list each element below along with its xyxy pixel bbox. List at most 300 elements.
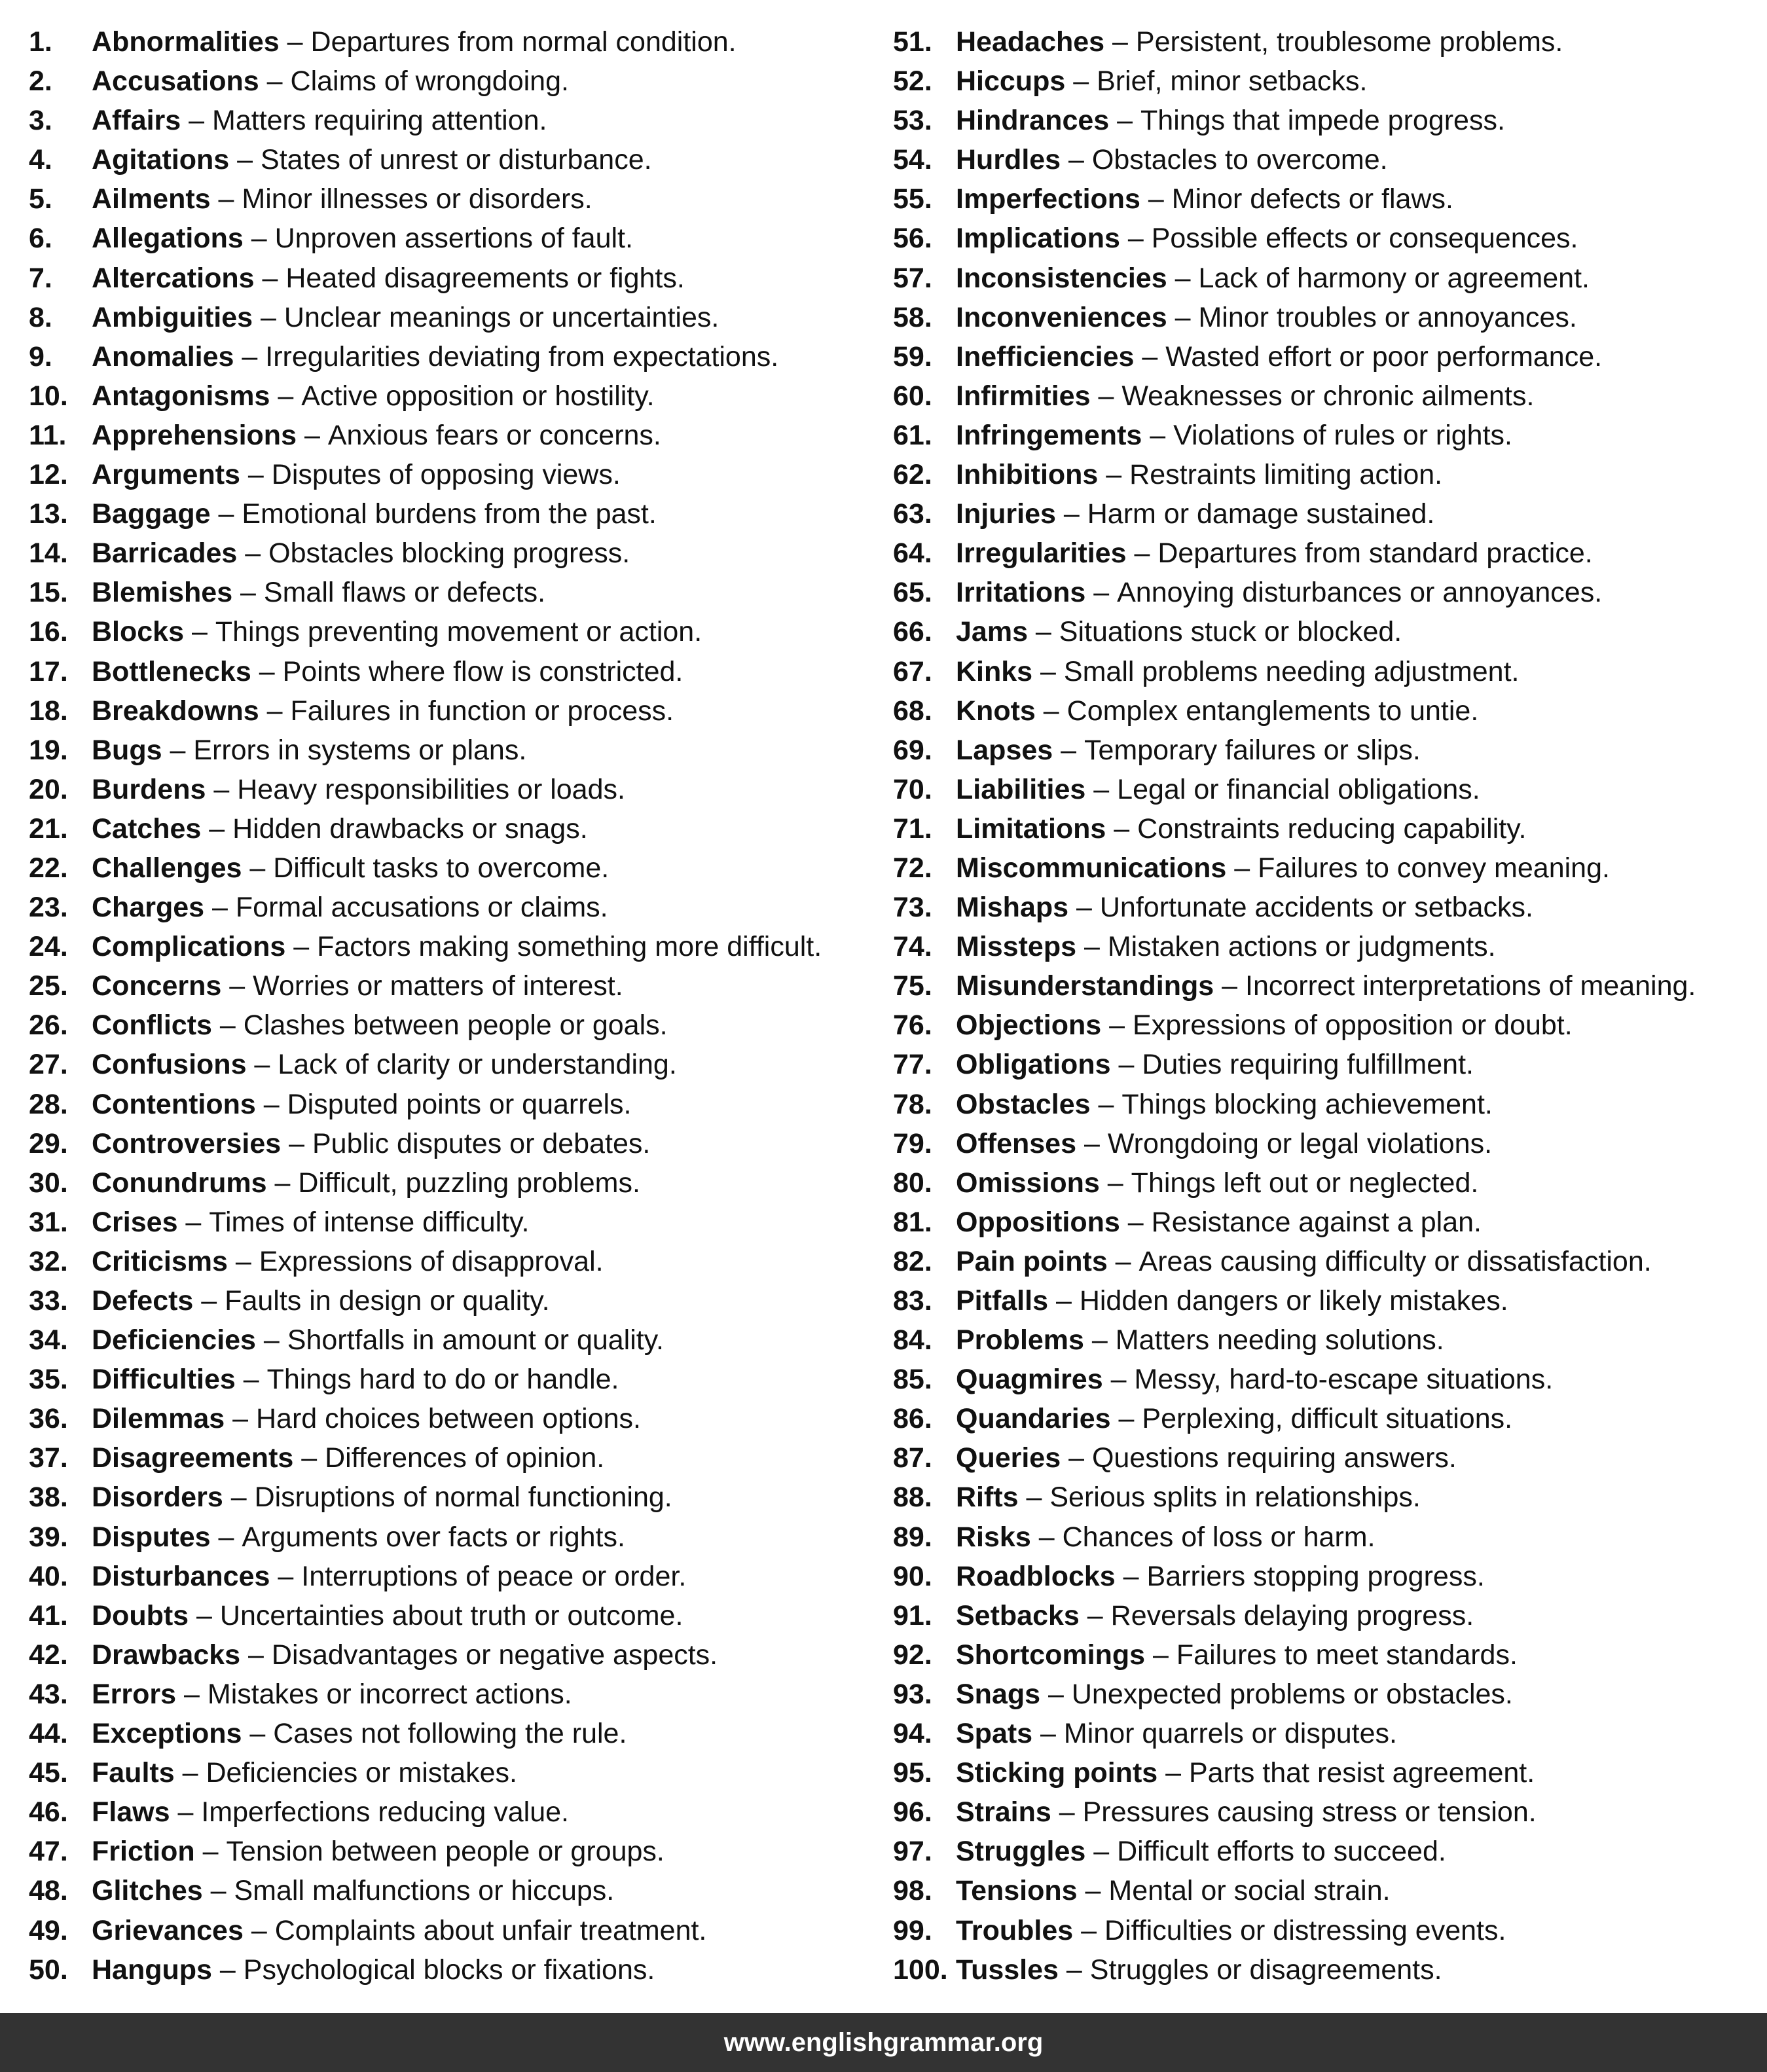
item-number: 25. [29,970,68,1002]
item-definition: Hidden drawbacks or snags. [232,812,588,845]
item-separator: – [293,1442,325,1474]
list-item [29,1163,880,1203]
item-separator: – [1048,1285,1080,1317]
item-separator: – [1065,65,1097,98]
item-number: 36. [29,1403,68,1435]
item-number: 3. [29,105,52,137]
list-item [893,1911,1764,1950]
item-definition: Barriers stopping progress. [1146,1560,1485,1592]
item-number: 45. [29,1757,68,1789]
list-item [893,1438,1764,1478]
list-item [893,376,1764,416]
list-item [893,927,1764,966]
item-separator: – [202,1875,234,1907]
list-item [893,1675,1764,1714]
item-separator: – [204,892,236,924]
item-term: Struggles [956,1836,1086,1868]
item-term: Glitches [92,1875,203,1907]
item-number: 33. [29,1285,68,1317]
list-item [29,1360,880,1399]
item-separator: – [176,1678,208,1710]
list-item [29,1753,880,1792]
item-separator: – [1107,1245,1139,1277]
list-item [893,612,1764,651]
item-separator: – [270,380,302,412]
item-term: Infringements [956,419,1142,451]
item-term: Misunderstandings [956,970,1214,1002]
item-term: Irregularities [956,537,1127,570]
item-term: Abnormalities [92,26,280,58]
item-separator: – [1084,1324,1116,1356]
list-item [29,1871,880,1910]
item-separator: – [254,262,286,294]
item-separator: – [1104,26,1136,58]
item-number: 93. [893,1678,932,1710]
item-number: 10. [29,380,68,412]
list-item [29,848,880,888]
list-item [29,1399,880,1438]
list-item [893,1871,1764,1910]
item-separator: – [1040,1678,1072,1710]
item-separator: – [242,852,274,884]
item-term: Tensions [956,1875,1078,1907]
item-definition: Situations stuck or blocked. [1059,616,1402,648]
item-term: Errors [92,1678,177,1710]
item-term: Criticisms [92,1245,228,1277]
item-number: 28. [29,1088,68,1120]
item-separator: – [225,1403,256,1435]
item-term: Bugs [92,734,162,766]
item-number: 96. [893,1796,932,1828]
item-separator: – [1226,852,1258,884]
item-number: 26. [29,1009,68,1042]
item-number: 8. [29,301,52,333]
list-item [893,179,1764,219]
item-separator: – [1085,577,1118,609]
item-definition: Times of intense difficulty. [209,1206,530,1238]
item-separator: – [246,1049,278,1081]
item-number: 49. [29,1914,68,1946]
list-item [893,1714,1764,1753]
item-separator: – [1068,892,1100,924]
list-item [29,1557,880,1596]
list-item [29,416,880,455]
item-term: Blemishes [92,577,233,609]
list-item [893,1242,1764,1281]
list-item [29,337,880,376]
item-number: 14. [29,537,68,570]
item-separator: – [1214,970,1246,1002]
item-number: 89. [893,1521,932,1553]
item-number: 81. [893,1206,932,1238]
item-definition: Expressions of disapproval. [259,1245,604,1277]
list-item [29,573,880,612]
item-number: 78. [893,1088,932,1120]
word-list-column-right [893,22,1764,1990]
item-number: 57. [893,262,932,294]
item-separator: – [240,459,272,491]
item-term: Disagreements [92,1442,294,1474]
list-item [893,259,1764,298]
item-separator: – [1101,1009,1133,1042]
list-item [893,1360,1764,1399]
item-separator: – [251,655,283,687]
list-item [29,1281,880,1320]
item-term: Hindrances [956,105,1110,137]
item-separator: – [1085,773,1118,805]
item-definition: Duties requiring fulfillment. [1142,1049,1474,1081]
item-separator: – [235,1364,267,1396]
item-number: 27. [29,1049,68,1081]
item-number: 43. [29,1678,68,1710]
item-separator: – [1032,1718,1064,1750]
item-definition: Active opposition or hostility. [301,380,655,412]
list-item [29,219,880,258]
item-separator: – [184,616,215,648]
item-definition: Unproven assertions of fault. [274,223,633,255]
item-separator: – [177,1206,209,1238]
item-number: 69. [893,734,932,766]
item-term: Challenges [92,852,242,884]
item-term: Strains [956,1796,1051,1828]
list-item [29,1242,880,1281]
item-term: Accusations [92,65,259,98]
item-term: Contentions [92,1088,256,1120]
item-term: Mishaps [956,892,1069,924]
list-item [893,101,1764,140]
list-item [893,494,1764,534]
item-term: Headaches [956,26,1105,58]
list-item [29,1596,880,1635]
item-definition: Departures from normal condition. [310,26,737,58]
item-separator: – [189,1599,220,1631]
item-separator: – [1110,1049,1142,1081]
item-definition: Unfortunate accidents or setbacks. [1099,892,1533,924]
item-definition: Harm or damage sustained. [1087,498,1435,530]
item-separator: – [1090,380,1122,412]
list-item [29,1438,880,1478]
item-number: 20. [29,773,68,805]
item-separator: – [255,1088,287,1120]
item-definition: Constraints reducing capability. [1137,812,1527,845]
item-number: 41. [29,1599,68,1631]
item-definition: Mistakes or incorrect actions. [207,1678,572,1710]
item-definition: Things left out or neglected. [1131,1167,1479,1199]
item-number: 66. [893,616,932,648]
item-term: Obligations [956,1049,1111,1081]
list-item [29,770,880,809]
item-separator: – [1051,1796,1083,1828]
item-definition: Brief, minor setbacks. [1097,65,1368,98]
item-term: Concerns [92,970,222,1002]
list-item [29,1792,880,1832]
item-separator: – [279,26,311,58]
item-separator: – [210,183,242,215]
item-number: 47. [29,1836,68,1868]
item-definition: Hard choices between options. [255,1403,642,1435]
item-term: Obstacles [956,1088,1091,1120]
item-separator: – [211,1009,244,1042]
item-definition: Minor defects or flaws. [1171,183,1453,215]
item-separator: – [1032,655,1064,687]
item-definition: Shortfalls in amount or quality. [287,1324,664,1356]
item-term: Inconsistencies [956,262,1167,294]
item-number: 5. [29,183,52,215]
list-item [893,848,1764,888]
item-definition: Violations of rules or rights. [1173,419,1512,451]
item-term: Risks [956,1521,1031,1553]
item-number: 56. [893,223,932,255]
item-number: 98. [893,1875,932,1907]
item-definition: Failures to meet standards. [1176,1639,1518,1671]
list-item [29,966,880,1006]
item-separator: – [227,1245,259,1277]
list-item [893,888,1764,927]
list-item [893,416,1764,455]
item-term: Problems [956,1324,1084,1356]
item-separator: – [221,970,253,1002]
item-term: Difficulties [92,1364,236,1396]
item-number: 40. [29,1560,68,1592]
item-number: 75. [893,970,932,1002]
list-item [893,140,1764,179]
item-term: Altercations [92,262,255,294]
item-term: Antagonisms [92,380,270,412]
item-term: Inhibitions [956,459,1099,491]
item-definition: Incorrect interpretations of meaning. [1245,970,1696,1002]
item-term: Deficiencies [92,1324,256,1356]
list-item [29,652,880,691]
item-number: 12. [29,459,68,491]
item-term: Rifts [956,1481,1019,1514]
item-separator: – [1090,1088,1122,1120]
item-definition: Emotional burdens from the past. [242,498,657,530]
item-separator: – [1061,1442,1092,1474]
item-separator: – [1126,537,1158,570]
list-item [893,1085,1764,1124]
item-number: 7. [29,262,52,294]
item-number: 42. [29,1639,68,1671]
item-definition: Claims of wrongdoing. [290,65,569,98]
item-term: Pitfalls [956,1285,1048,1317]
list-item [29,101,880,140]
list-item [29,494,880,534]
item-term: Charges [92,892,205,924]
item-number: 44. [29,1718,68,1750]
item-definition: Temporary failures or slips. [1084,734,1421,766]
item-separator: – [1077,1875,1109,1907]
list-item [893,337,1764,376]
item-separator: – [1053,734,1085,766]
item-term: Doubts [92,1599,189,1631]
item-definition: Heavy responsibilities or loads. [237,773,625,805]
item-term: Allegations [92,223,244,255]
item-term: Bottlenecks [92,655,251,687]
item-term: Apprehensions [92,419,297,451]
item-term: Kinks [956,655,1033,687]
item-number: 21. [29,812,68,845]
item-term: Ailments [92,183,211,215]
item-definition: Wrongdoing or legal violations. [1107,1127,1493,1159]
list-item [29,376,880,416]
item-term: Jams [956,616,1028,648]
item-separator: – [1106,812,1138,845]
item-separator: – [253,301,284,333]
item-separator: – [1115,1560,1147,1592]
item-number: 71. [893,812,932,845]
item-number: 94. [893,1718,932,1750]
list-item [29,1635,880,1675]
item-definition: Struggles or disagreements. [1089,1954,1442,1986]
item-definition: Expressions of opposition or doubt. [1133,1009,1573,1042]
item-definition: Worries or matters of interest. [253,970,623,1002]
item-definition: Minor illnesses or disorders. [242,183,592,215]
item-number: 79. [893,1127,932,1159]
item-term: Roadblocks [956,1560,1116,1592]
item-separator: – [285,931,318,963]
list-item [893,966,1764,1006]
item-definition: Disputes of opposing views. [271,459,621,491]
item-term: Liabilities [956,773,1086,805]
item-number: 88. [893,1481,932,1514]
item-definition: Persistent, troublesome problems. [1135,26,1563,58]
item-term: Barricades [92,537,238,570]
item-term: Breakdowns [92,695,259,727]
item-number: 1. [29,26,52,58]
item-term: Inefficiencies [956,340,1135,373]
list-item [893,1832,1764,1871]
item-definition: Disruptions of normal functioning. [254,1481,672,1514]
list-item [29,298,880,337]
item-number: 51. [893,26,932,58]
item-definition: Things blocking achievement. [1121,1088,1493,1120]
list-item [29,140,880,179]
item-number: 97. [893,1836,932,1868]
list-item [29,1085,880,1124]
item-term: Queries [956,1442,1061,1474]
item-separator: – [170,1796,202,1828]
item-term: Confusions [92,1049,247,1081]
list-item [893,1124,1764,1163]
item-number: 32. [29,1245,68,1277]
list-item [893,573,1764,612]
item-definition: States of unrest or disturbance. [261,144,652,176]
item-separator: – [237,537,269,570]
item-definition: Unexpected problems or obstacles. [1071,1678,1513,1710]
item-separator: – [1076,931,1108,963]
item-definition: Anxious fears or concerns. [327,419,661,451]
list-item [893,1478,1764,1517]
item-separator: – [1167,301,1199,333]
item-number: 16. [29,616,68,648]
item-term: Burdens [92,773,206,805]
item-definition: Disadvantages or negative aspects. [271,1639,718,1671]
item-number: 70. [893,773,932,805]
item-term: Tussles [956,1954,1059,1986]
item-number: 18. [29,695,68,727]
item-separator: – [194,1836,227,1868]
item-term: Infirmities [956,380,1091,412]
list-item [29,1124,880,1163]
list-item [893,455,1764,494]
item-definition: Interruptions of peace or order. [301,1560,687,1592]
item-separator: – [211,1954,244,1986]
item-term: Ambiguities [92,301,253,333]
item-term: Quagmires [956,1364,1103,1396]
item-number: 55. [893,183,932,215]
item-definition: Differences of opinion. [325,1442,605,1474]
item-separator: – [1098,459,1130,491]
item-separator: – [1142,419,1174,451]
item-number: 83. [893,1285,932,1317]
item-term: Complications [92,931,286,963]
item-definition: Legal or financial obligations. [1117,773,1480,805]
list-item [893,1635,1764,1675]
item-definition: Deficiencies or mistakes. [206,1757,517,1789]
list-item [29,612,880,651]
list-item [29,731,880,770]
item-number: 68. [893,695,932,727]
item-separator: – [1085,1836,1118,1868]
item-number: 54. [893,144,932,176]
list-item [893,1320,1764,1360]
item-number: 50. [29,1954,68,1986]
item-number: 23. [29,892,68,924]
list-item [893,770,1764,809]
item-definition: Heated disagreements or fights. [285,262,685,294]
list-item [893,1163,1764,1203]
item-separator: – [243,1914,275,1946]
item-term: Injuries [956,498,1056,530]
item-definition: Obstacles blocking progress. [268,537,630,570]
item-definition: Chances of loss or harm. [1062,1521,1375,1553]
item-definition: Things preventing movement or action. [215,616,702,648]
item-separator: – [174,1757,206,1789]
item-definition: Things that impede progress. [1140,105,1505,137]
item-term: Defects [92,1285,194,1317]
item-definition: Perplexing, difficult situations. [1142,1403,1513,1435]
item-term: Friction [92,1836,195,1868]
item-definition: Small problems needing adjustment. [1063,655,1520,687]
item-number: 58. [893,301,932,333]
item-separator: – [232,577,264,609]
item-definition: Psychological blocks or fixations. [243,1954,655,1986]
item-number: 61. [893,419,932,451]
item-definition: Mistaken actions or judgments. [1107,931,1496,963]
item-separator: – [229,144,261,176]
item-definition: Faults in design or quality. [225,1285,550,1317]
item-separator: – [1027,616,1059,648]
item-definition: Wasted effort or poor performance. [1165,340,1603,373]
list-item [893,219,1764,258]
item-separator: – [1030,1521,1063,1553]
item-separator: – [1035,695,1067,727]
item-separator: – [1079,1599,1111,1631]
item-term: Offenses [956,1127,1077,1159]
item-number: 6. [29,223,52,255]
list-item [893,1203,1764,1242]
item-term: Knots [956,695,1036,727]
list-item [893,298,1764,337]
item-separator: – [281,1127,312,1159]
item-term: Crises [92,1206,178,1238]
item-number: 92. [893,1639,932,1671]
item-definition: Difficulties or distressing events. [1104,1914,1506,1946]
item-definition: Factors making something more difficult. [317,931,822,963]
item-term: Anomalies [92,340,234,373]
item-number: 60. [893,380,932,412]
item-separator: – [1145,1639,1176,1671]
